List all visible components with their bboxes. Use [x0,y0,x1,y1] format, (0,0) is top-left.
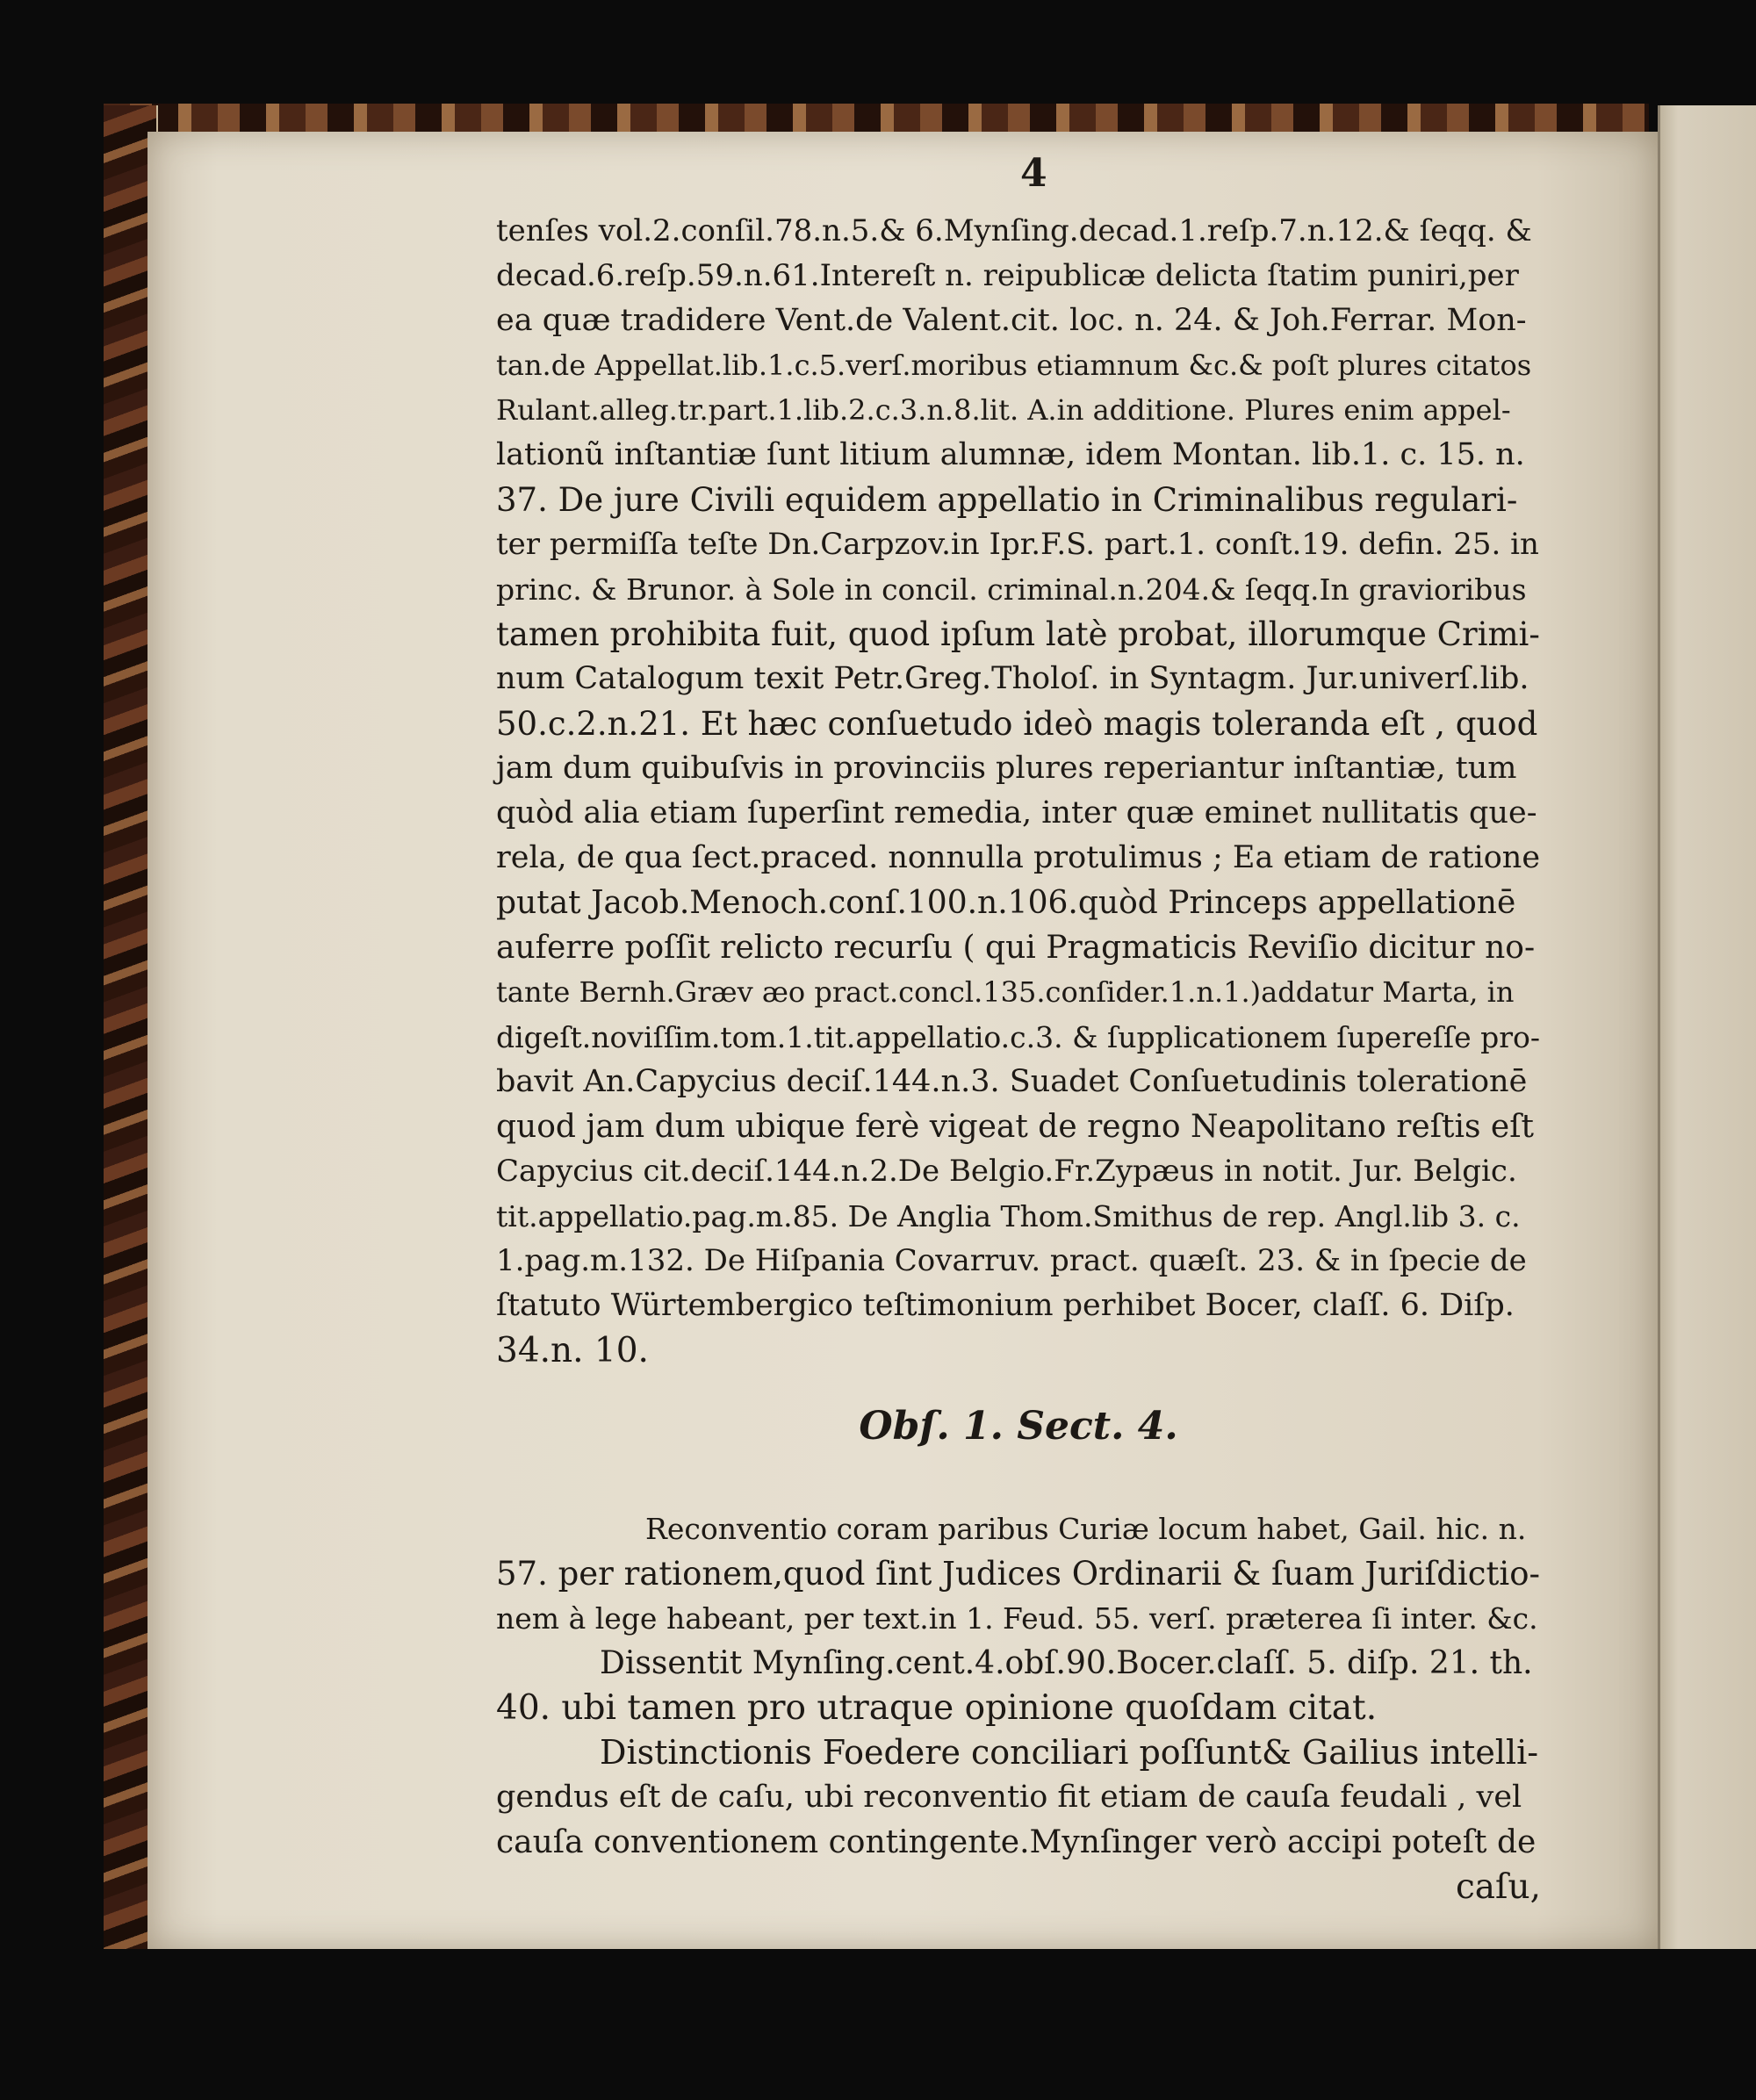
text-line: gendus eſt de caſu, ubi reconventio fit etiam de cauſa feudali , vel [496,1780,1522,1815]
text-line: Rulant.alleg.tr.part.1.lib.2.c.3.n.8.lit. A.in additione. Plures enim appel- [496,393,1511,427]
text-line: num Catalogum texit Petr.Greg.Tholoſ. in Syntagm. Jur.univerſ.lib. [496,661,1529,696]
text-line: rela, de qua ſect.praced. nonnulla protulimus ; Ea etiam de ratione [496,840,1541,875]
text-line: quod jam dum ubique ferè vigeat de regno Neapolitano reſtis eſt [496,1109,1535,1145]
text-line: ter permiſſa teſte Dn.Carpzov.in Ipr.F.S. part.1. conſt.19. defin. 25. in [496,527,1539,562]
text-line: ea quæ tradidere Vent.de Valent.cit. loc. n. 24. & Joh.Ferrar. Mon- [496,303,1527,338]
text-line: 37. De jure Civili equidem appellatio in Criminalibus regulari- [496,481,1518,519]
text-line: 1.pag.m.132. De Hiſpania Covarruv. pract. quæſt. 23. & in ſpecie de [496,1243,1527,1278]
page-number: 4 [1020,151,1047,196]
facing-page-edge [1658,105,1756,1949]
text-line: tante Bernh.Græv æo pract.concl.135.conſider.1.n.1.)addatur Marta, in [496,975,1515,1009]
text-line: Dissentit Mynſing.cent.4.obſ.90.Bocer.claſſ. 5. diſp. 21. th. [600,1645,1533,1681]
text-line: Distinctionis Foedere conciliari poſſunt& Gailius intelli- [600,1733,1539,1772]
page-text [496,209,1541,1909]
text-line: digeſt.noviſſim.tom.1.tit.appellatio.c.3. & ſupplicationem ſupereſſe pro- [496,1020,1540,1054]
text-line: tamen prohibita fuit, quod ipſum latè probat, illorumque Crimi- [496,615,1540,653]
text-line: nem à lege habeant, per text.in 1. Feud. 55. verſ. præterea ſi inter. &c. [496,1601,1538,1636]
text-line: lationũ inſtantiæ ſunt litium alumnæ, idem Montan. lib.1. c. 15. n. [496,437,1525,472]
text-line: jam dum quibuſvis in provinciis plures reperiantur inſtantiæ, tum [496,751,1517,786]
text-line: 40. ubi tamen pro utraque opinione quoſdam citat. [496,1688,1378,1728]
text-line: decad.6.reſp.59.n.61.Intereſt n. reipublicæ delicta ſtatim puniri,per [496,258,1519,293]
text-line: putat Jacob.Menoch.conſ.100.n.106.quòd Princeps appellationē [496,885,1516,921]
book-cover-edge-top [104,104,1649,135]
text-line: princ. & Brunor. à Sole in concil. criminal.n.204.& ſeqq.In gravioribus [496,572,1527,607]
text-line: 57. per rationem,quod ſint Judices Ordinarii & ſuam Juriſdictio- [496,1555,1540,1593]
text-line: 50.c.2.n.21. Et hæc conſuetudo ideò magis toleranda eſt , quod [496,705,1538,743]
text-line: Capycius cit.deciſ.144.n.2.De Belgio.Fr.Zypæus in notit. Jur. Belgic. [496,1154,1517,1189]
text-line: cauſa conventionem contingente.Mynſinger verò accipi poteſt de [496,1824,1536,1860]
text-line: ſtatuto Würtembergico teſtimonium perhibet Bocer, claſſ. 6. Diſp. [496,1288,1515,1323]
text-line: tan.de Appellat.lib.1.c.5.verſ.moribus etiamnum &c.& poſt plures citatos [496,349,1532,382]
section-heading: Obſ. 1. Sect. 4. [859,1404,1178,1449]
text-line: quòd alia etiam ſuperſint remedia, inter quæ eminet nullitatis que- [496,795,1537,831]
catchword: caſu, [1455,1867,1541,1907]
text-line: Reconventio coram paribus Curiæ locum habet, Gail. hic. n. [645,1512,1527,1546]
text-line: tit.appellatio.pag.m.85. De Anglia Thom.Smithus de rep. Angl.lib 3. c. [496,1199,1521,1233]
text-line: tenſes vol.2.conſil.78.n.5.& 6.Mynſing.decad.1.reſp.7.n.12.& ſeqq. & [496,213,1532,248]
text-line: auferre poſſit relicto recurſu ( qui Pragmaticis Reviſio dicitur no- [496,930,1536,966]
text-line: bavit An.Capycius deciſ.144.n.3. Suadet Conſuetudinis tolerationē [496,1064,1528,1099]
text-line: 34.n. 10. [496,1331,649,1370]
